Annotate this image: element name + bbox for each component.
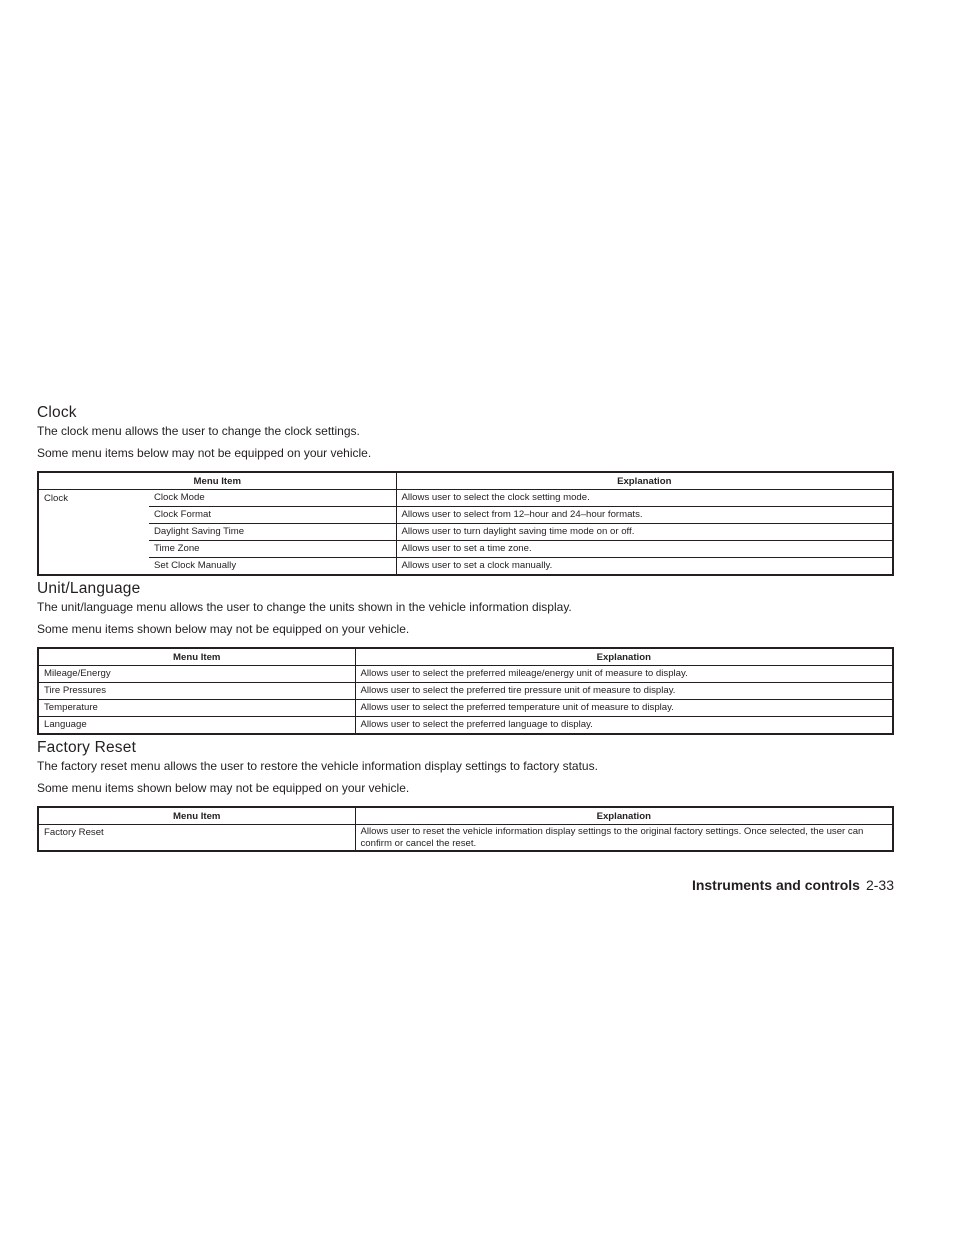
explanation-cell: Allows user to set a time zone. xyxy=(396,541,893,558)
factory-reset-title: Factory Reset xyxy=(37,739,137,756)
menu-item-cell: Clock Mode xyxy=(149,490,396,507)
table-header-row xyxy=(38,648,893,666)
menu-item-cell: Mileage/Energy xyxy=(38,666,355,683)
table-row xyxy=(38,717,893,735)
header-menu-item: Menu Item xyxy=(38,807,355,825)
menu-item-cell: Factory Reset xyxy=(38,825,355,852)
explanation-cell: Allows user to select from 12–hour and 24–hour formats. xyxy=(396,507,893,524)
explanation-cell: Allows user to set a clock manually. xyxy=(396,558,893,576)
table-row xyxy=(38,490,893,507)
header-menu-item: Menu Item xyxy=(38,648,355,666)
table-row xyxy=(38,558,893,576)
table-header-row xyxy=(38,807,893,825)
table-row xyxy=(38,825,893,852)
table-row xyxy=(38,683,893,700)
menu-item-cell: Set Clock Manually xyxy=(149,558,396,576)
chapter-title: Instruments and controls xyxy=(691,877,860,893)
unit-language-menu-table xyxy=(37,647,894,735)
factory-reset-note: Some menu items shown below may not be equipped on your vehicle. xyxy=(37,781,410,795)
explanation-cell: Allows user to turn daylight saving time mode on or off. xyxy=(396,524,893,541)
clock-title: Clock xyxy=(37,404,77,421)
page-number: 2-33 xyxy=(865,877,894,893)
table-row xyxy=(38,524,893,541)
header-menu-item: Menu Item xyxy=(38,472,396,490)
table-row xyxy=(38,507,893,524)
menu-item-cell: Daylight Saving Time xyxy=(149,524,396,541)
factory-reset-intro: The factory reset menu allows the user to restore the vehicle information display settings to factory status. xyxy=(37,759,598,773)
explanation-cell: Allows user to select the preferred language to display. xyxy=(355,717,893,735)
explanation-cell: Allows user to select the clock setting mode. xyxy=(396,490,893,507)
unit-language-note: Some menu items shown below may not be equipped on your vehicle. xyxy=(37,622,410,636)
table-row xyxy=(38,666,893,683)
clock-menu-table xyxy=(37,471,894,576)
menu-item-cell: Language xyxy=(38,717,355,735)
menu-item-cell: Time Zone xyxy=(149,541,396,558)
explanation-cell: Allows user to select the preferred tire pressure unit of measure to display. xyxy=(355,683,893,700)
table-header-row xyxy=(38,472,893,490)
clock-note: Some menu items below may not be equipped on your vehicle. xyxy=(37,446,372,460)
explanation-cell: Allows user to select the preferred mileage/energy unit of measure to display. xyxy=(355,666,893,683)
unit-language-intro: The unit/language menu allows the user to change the units shown in the vehicle information display. xyxy=(37,600,572,614)
explanation-cell: Allows user to select the preferred temperature unit of measure to display. xyxy=(355,700,893,717)
group-label: Clock xyxy=(38,490,149,576)
page-footer xyxy=(692,877,894,893)
explanation-cell: Allows user to reset the vehicle information display settings to the original factory settings. Once selected, the user can confirm or cancel the reset. xyxy=(355,825,893,852)
menu-item-cell: Tire Pressures xyxy=(38,683,355,700)
header-explanation: Explanation xyxy=(355,807,893,825)
table-row xyxy=(38,541,893,558)
menu-item-cell: Clock Format xyxy=(149,507,396,524)
menu-item-cell: Temperature xyxy=(38,700,355,717)
header-explanation: Explanation xyxy=(396,472,893,490)
table-row xyxy=(38,700,893,717)
unit-language-title: Unit/Language xyxy=(37,580,141,597)
clock-intro: The clock menu allows the user to change the clock settings. xyxy=(37,424,360,438)
header-explanation: Explanation xyxy=(355,648,893,666)
factory-reset-menu-table xyxy=(37,806,894,852)
